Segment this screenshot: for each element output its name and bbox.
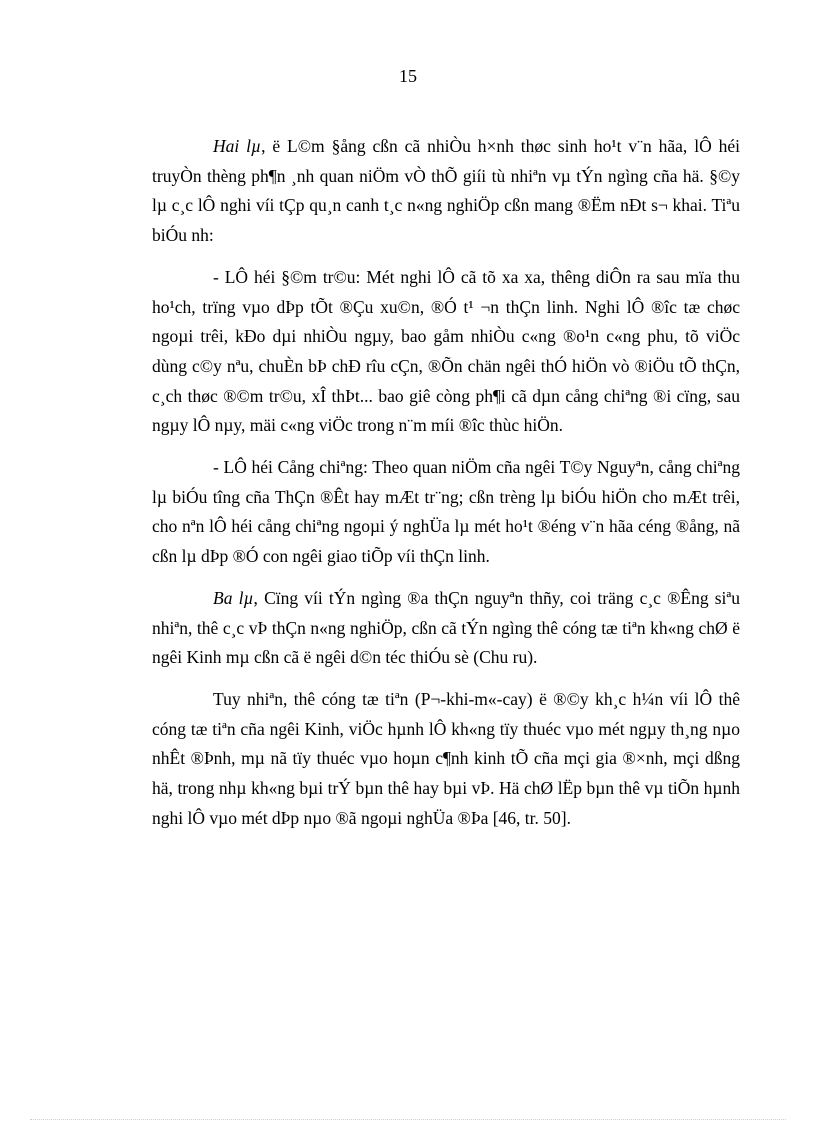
paragraph-text: - LÔ héi Cång chiªng: Theo quan niÖm cña ngêi T©y Nguyªn, cång chiªng lµ biÓu tîng cña ThÇn ®Êt hay mÆt tr¨ng; cßn trèng lµ biÓu hiÖn cho mÆt trêi, cho nªn lÔ héi cång chiªng ngoµi ý nghÜa lµ mét ho¹t ®éng v¨n hãa céng ®ång, nã cßn lµ dÞp ®Ó con ngêi giao tiÕp víi thÇn linh.: [152, 457, 740, 567]
paragraph-lead: Ba lµ: [213, 587, 254, 608]
paragraph-5: [152, 685, 740, 834]
paragraph-text: , ë L©m §ång cßn cã nhiÒu h×nh thøc sinh ho¹t v¨n hãa, lÔ héi truyÒn thèng ph¶n ¸nh quan niÖm vÒ thÕ giíi tù nhiªn vµ tÝn ngìng cña hä. §©y lµ c¸c lÔ nghi víi tÇp qu¸n canh t¸c n«ng nghiÖp cßn mang ®Ëm nÐt s¬ khai. Tiªu biÓu nh:: [152, 136, 740, 246]
paragraph-lead: Hai lµ: [213, 136, 262, 156]
paragraph-3: [152, 453, 740, 572]
paragraph-text: Tuy nhiªn, thê cóng tæ tiªn (P¬-khi-m«-cay) ë ®©y kh¸c h¼n víi lÔ thê cóng tæ tiªn cña ngêi Kinh, viÖc hµnh lÔ kh«ng tïy thuéc vµo mét ngµy th¸ng nµo nhÊt ®Þnh, mµ nã tïy thuéc vµo hoµn c¶nh kinh tÕ cña mçi gia ®×nh, mçi dßng hä, trong nhµ kh«ng bµi trÝ bµn thê hay bµi vÞ. Hä chØ lËp bµn thê vµ tiÕn hµnh nghi lÔ vµo mét dÞp nµo ®ã ngoµi nghÜa ®Þa [46, tr. 50].: [152, 688, 740, 828]
page-number: 15: [399, 66, 417, 86]
page-bottom-rule: [30, 1119, 786, 1120]
body-text: [152, 132, 740, 845]
paragraph-2: [152, 263, 740, 441]
paragraph-1: [152, 132, 740, 251]
paragraph-text: - LÔ héi §©m tr©u: Mét nghi lÔ cã tõ xa xa, thêng diÔn ra sau mïa thu ho¹ch, trïng vµo dÞp tÕt ®Çu xu©n, ®Ó t¹ ¬n thÇn linh. Nghi lÔ ®îc tæ chøc ngoµi trêi, kÐo dµi nhiÒu ngµy, bao gåm nhiÒu c«ng ®o¹n c«ng phu, tõ viÖc dùng c©y nªu, chuÈn bÞ chÐ rîu cÇn, ®Õn chän ngêi thÓ hiÖn vò ®iÖu tÕ thÇn, c¸ch thøc ®©m tr©u, xÎ thÞt... bao giê còng ph¶i cã dµn cång chiªng ®i cïng, sau ngµy lÔ nµy, mäi c«ng viÖc trong n¨m míi ®îc thùc hiÖn.: [152, 266, 740, 436]
paragraph-text: , Cïng víi tÝn ngìng ®a thÇn nguyªn thñy, coi träng c¸c ®Êng siªu nhiªn, thê c¸c vÞ thÇn n«ng nghiÖp, cßn cã tÝn ngìng thê cóng tæ tiªn kh«ng chØ ë ngêi Kinh mµ cßn cã ë ngêi d©n téc thiÓu sè (Chu ru).: [152, 587, 740, 668]
paragraph-4: [152, 584, 740, 673]
